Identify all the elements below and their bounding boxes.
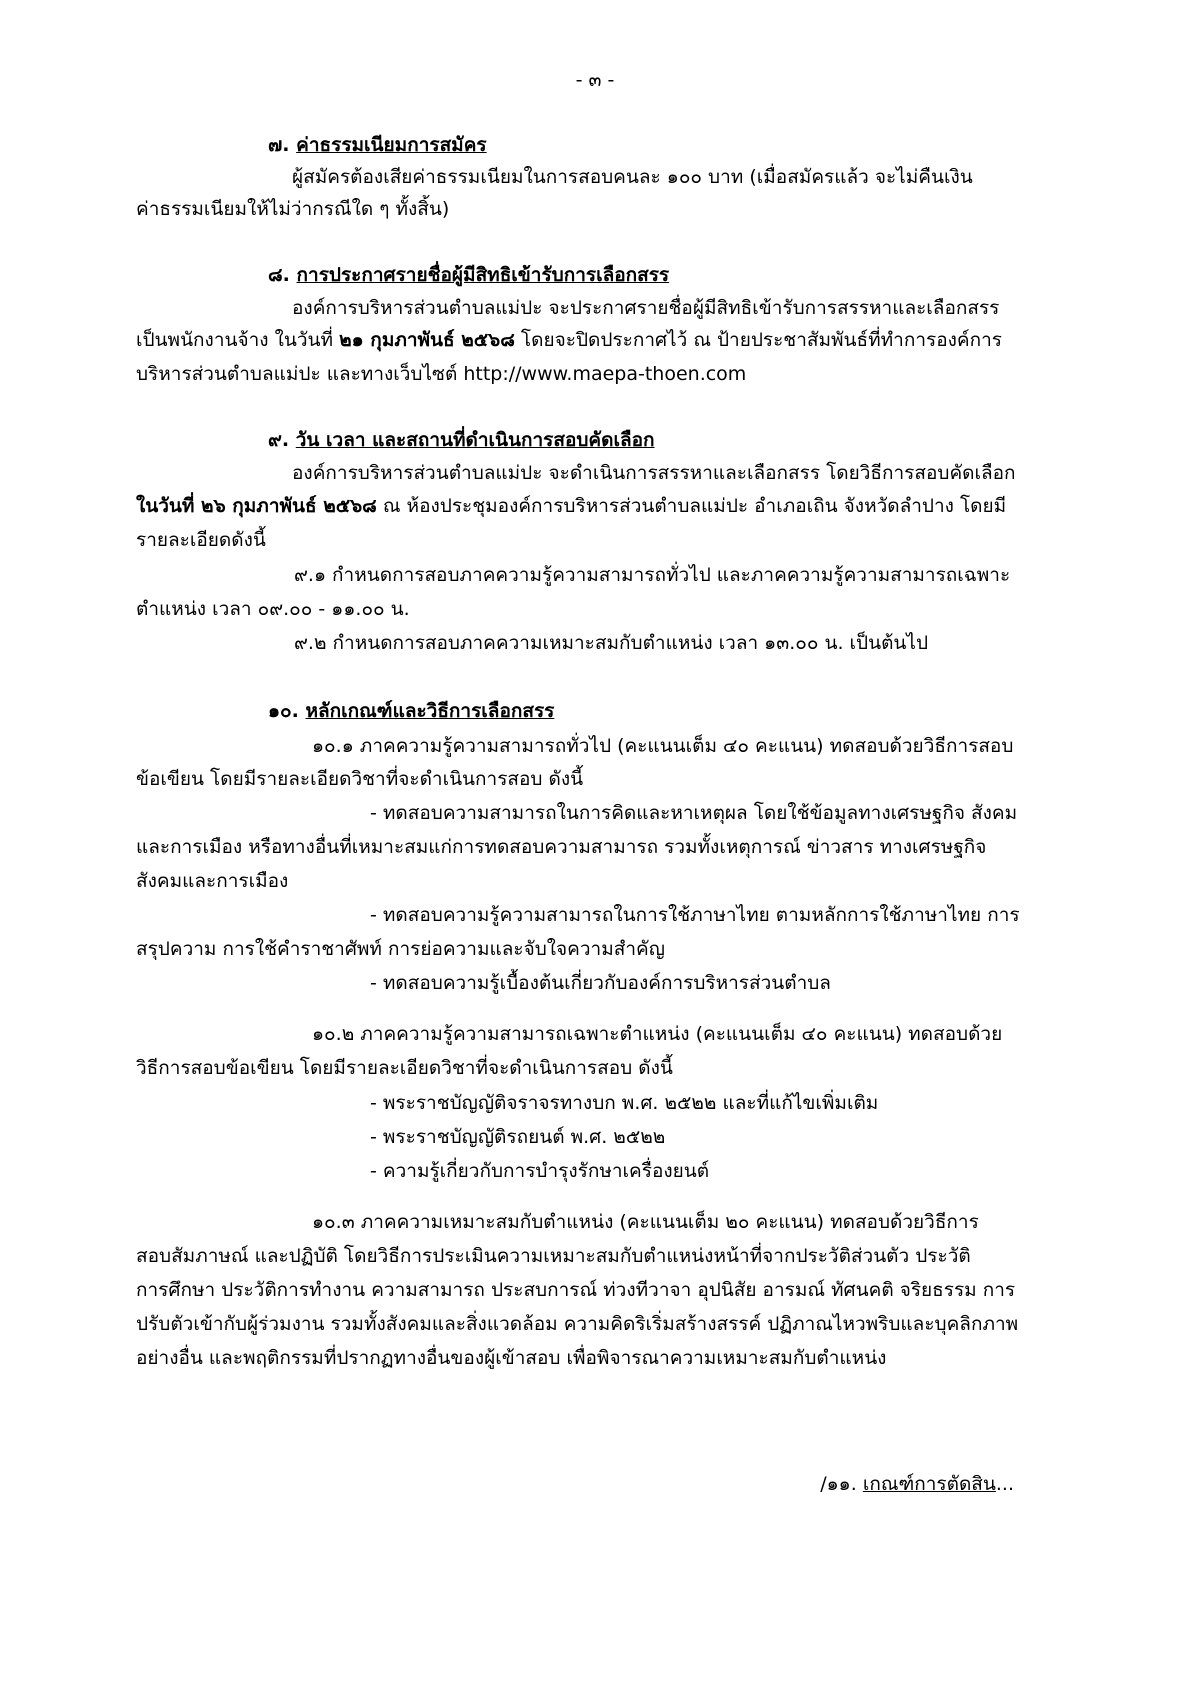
section-10-heading — [268, 698, 554, 724]
section-10-1-bullet-2-line-1: - ทดสอบความรู้ความสามารถในการใช้ภาษาไทย ตามหลักการใช้ภาษาไทย การ — [370, 904, 1020, 926]
section-10-2-bullet-2: - พระราชบัญญัติรถยนต์ พ.ศ. ๒๕๒๒ — [370, 1126, 666, 1148]
section-9-line-1: องค์การบริหารส่วนตำบลแม่ปะ จะดำเนินการสรรหาและเลือกสรร โดยวิธีการสอบคัดเลือก — [292, 462, 1016, 484]
section-10-1-line-2: ข้อเขียน โดยมีรายละเอียดวิชาที่จะดำเนินการสอบ ดังนี้ — [136, 768, 584, 790]
section-10-1-bullet-1-line-2: และการเมือง หรือทางอื่นที่เหมาะสมแก่การทดสอบความสามารถ รวมทั้งเหตุการณ์ ข่าวสาร ทางเศรษฐกิจ — [136, 836, 987, 858]
section-8-line-2-start: เป็นพนักงานจ้าง ในวันที่ — [136, 329, 340, 351]
section-9-title: วัน เวลา และสถานที่ดำเนินการสอบคัดเลือก — [295, 429, 655, 451]
section-9-1-line-2: ตำแหน่ง เวลา ๐๙.๐๐ - ๑๑.๐๐ น. — [136, 598, 410, 620]
continuation-link: เกณฑ์การตัดสิน — [862, 1473, 996, 1495]
section-8-number: ๘. — [268, 264, 290, 286]
section-9-line-2-end: ณ ห้องประชุมองค์การบริหารส่วนตำบลแม่ปะ อำเภอเถิน จังหวัดลำปาง โดยมี — [376, 495, 1007, 517]
section-10-3-line-3: การศึกษา ประวัติการทำงาน ความสามารถ ประสบการณ์ ท่วงทีวาจา อุปนิสัย อารมณ์ ทัศนคติ จริยธรรม การ — [136, 1279, 1016, 1301]
section-10-2-line-2: วิธีการสอบข้อเขียน โดยมีรายละเอียดวิชาที่จะดำเนินการสอบ ดังนี้ — [136, 1057, 673, 1079]
announcement-date: ๒๑ กุมภาพันธ์ ๒๕๖๘ — [339, 329, 515, 351]
section-10-1-bullet-1-line-1: - ทดสอบความสามารถในการคิดและหาเหตุผล โดยใช้ข้อมูลทางเศรษฐกิจ สังคม — [370, 802, 1018, 824]
section-10-title: หลักเกณฑ์และวิธีการเลือกสรร — [305, 700, 555, 722]
section-10-2-bullet-1: - พระราชบัญญัติจราจรทางบก พ.ศ. ๒๕๒๒ และที่แก้ไขเพิ่มเติม — [370, 1092, 879, 1114]
section-9-line-3: รายละเอียดดังนี้ — [136, 529, 266, 551]
section-8-title: การประกาศรายชื่อผู้มีสิทธิเข้ารับการเลือกสรร — [296, 264, 670, 286]
continuation-suffix: ... — [995, 1473, 1014, 1495]
section-10-1-bullet-3: - ทดสอบความรู้เบื้องต้นเกี่ยวกับองค์การบริหารส่วนตำบล — [370, 972, 831, 994]
section-7-line-2: ค่าธรรมเนียมให้ไม่ว่ากรณีใด ๆ ทั้งสิ้น) — [136, 198, 450, 220]
section-9-number: ๙. — [268, 429, 290, 451]
section-8-line-2 — [136, 327, 1002, 353]
section-9-line-2 — [136, 493, 1006, 519]
section-10-1-bullet-2-line-2: สรุปความ การใช้คำราชาศัพท์ การย่อความและจับใจความสำคัญ — [136, 938, 665, 960]
section-7-line-1: ผู้สมัครต้องเสียค่าธรรมเนียมในการสอบคนละ ๑๐๐ บาท (เมื่อสมัครแล้ว จะไม่คืนเงิน — [292, 166, 973, 188]
section-8-line-3: บริหารส่วนตำบลแม่ปะ และทางเว็บไซต์ http://www.maepa-thoen.com — [136, 363, 747, 385]
section-7-title: ค่าธรรมเนียมการสมัคร — [296, 134, 487, 156]
section-10-2-bullet-3: - ความรู้เกี่ยวกับการบำรุงรักษาเครื่องยนต์ — [370, 1160, 710, 1182]
section-9-1-line-1: ๙.๑ กำหนดการสอบภาคความรู้ความสามารถทั่วไป และภาคความรู้ความสามารถเฉพาะ — [294, 564, 1011, 586]
section-10-1-bullet-1-line-3: สังคมและการเมือง — [136, 870, 289, 892]
section-10-3-line-5: อย่างอื่น และพฤติกรรมที่ปรากฏทางอื่นของผู้เข้าสอบ เพื่อพิจารณาความเหมาะสมกับตำแหน่ง — [136, 1347, 887, 1369]
section-8-line-2-end: โดยจะปิดประกาศไว้ ณ ป้ายประชาสัมพันธ์ที่ทำการองค์การ — [514, 329, 1002, 351]
continuation-footer — [820, 1471, 1014, 1497]
section-10-3-line-4: ปรับตัวเข้ากับผู้ร่วมงาน รวมทั้งสังคมและสิ่งแวดล้อม ความคิดริเริ่มสร้างสรรค์ ปฏิภาณไหวพริบและบุคลิกภาพ — [136, 1313, 1019, 1335]
section-10-number: ๑๐. — [268, 700, 299, 722]
section-10-3-line-1: ๑๐.๓ ภาคความเหมาะสมกับตำแหน่ง (คะแนนเต็ม ๒๐ คะแนน) ทดสอบด้วยวิธีการ — [312, 1211, 979, 1233]
section-9-heading — [268, 427, 655, 453]
section-10-3-line-2: สอบสัมภาษณ์ และปฏิบัติ โดยวิธีการประเมินความเหมาะสมกับตำแหน่งหน้าที่จากประวัติส่วนตัว ประวัติ — [136, 1245, 971, 1267]
continuation-prefix: /๑๑. — [820, 1473, 863, 1495]
section-9-2: ๙.๒ กำหนดการสอบภาคความเหมาะสมกับตำแหน่ง เวลา ๑๓.๐๐ น. เป็นต้นไป — [294, 632, 929, 654]
section-7-number: ๗. — [268, 134, 290, 156]
page-number: - ๓ - — [575, 69, 615, 91]
section-8-line-1: องค์การบริหารส่วนตำบลแม่ปะ จะประกาศรายชื่อผู้มีสิทธิเข้ารับการสรรหาและเลือกสรร — [292, 297, 1000, 319]
exam-date: ในวันที่ ๒๖ กุมภาพันธ์ ๒๕๖๘ — [136, 495, 377, 517]
section-10-2-line-1: ๑๐.๒ ภาคความรู้ความสามารถเฉพาะตำแหน่ง (คะแนนเต็ม ๔๐ คะแนน) ทดสอบด้วย — [312, 1023, 1003, 1045]
section-8-heading — [268, 262, 669, 288]
section-7-heading — [268, 132, 487, 158]
section-10-1-line-1: ๑๐.๑ ภาคความรู้ความสามารถทั่วไป (คะแนนเต็ม ๔๐ คะแนน) ทดสอบด้วยวิธีการสอบ — [312, 735, 1014, 757]
